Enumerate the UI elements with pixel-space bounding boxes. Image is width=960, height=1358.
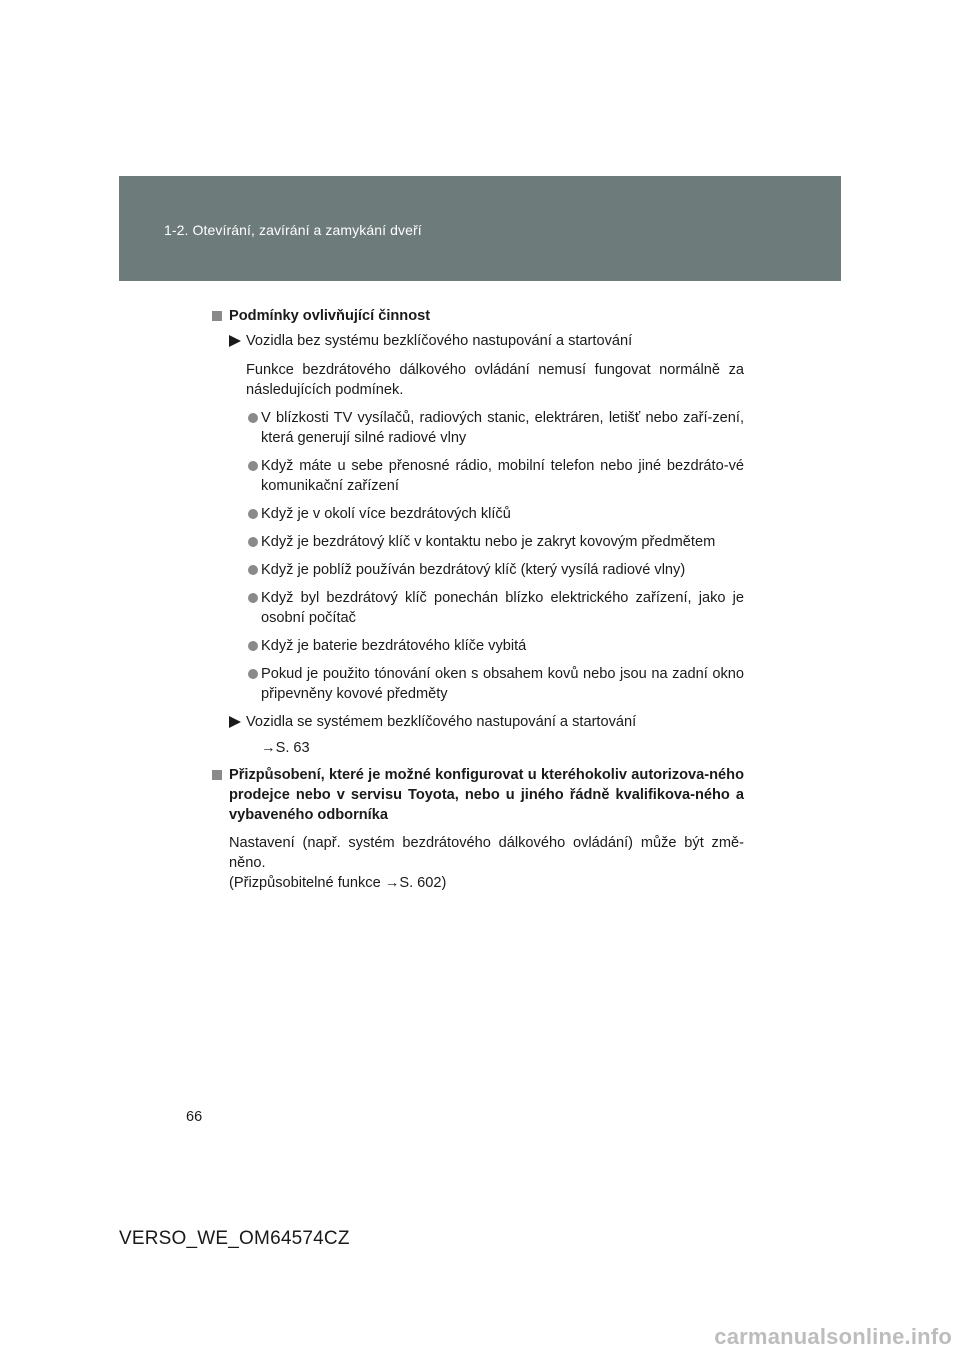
section-heading-text: Přizpůsobení, které je možné konfigurovat u kteréhokoliv autorizova-ného prodejce nebo v servisu Toyota, nebo u jiného řádně kvalifikova-ného a vybaveného odborníka xyxy=(229,767,744,823)
triangle-right-icon xyxy=(229,716,241,728)
subsection-label: Vozidla se systémem bezklíčového nastupování a startování xyxy=(246,714,637,730)
circle-bullet-icon xyxy=(248,669,258,679)
circle-bullet-icon xyxy=(248,537,258,547)
list-item: V blízkosti TV vysílačů, radiových stanic, elektráren, letišť nebo zaří-zení, která generují silné radiové vlny xyxy=(211,408,744,448)
section-heading xyxy=(211,306,744,326)
subsection-heading xyxy=(211,712,744,732)
list-item: Když je baterie bezdrátového klíče vybitá xyxy=(211,636,744,656)
list-item: Když máte u sebe přenosné rádio, mobilní telefon nebo jiné bezdráto-vé komunikační zařízení xyxy=(211,456,744,496)
list-item: Když je bezdrátový klíč v kontaktu nebo je zakryt kovovým předmětem xyxy=(211,532,744,552)
header-band xyxy=(119,176,841,281)
page-content xyxy=(211,306,744,893)
page-number: 66 xyxy=(186,1109,203,1125)
section-title: 1-2. Otevírání, zavírání a zamykání dveří xyxy=(164,222,422,238)
circle-bullet-icon xyxy=(248,593,258,603)
page-reference: (Přizpůsobitelné funkce →S. 602) xyxy=(229,875,447,891)
triangle-right-icon xyxy=(229,335,241,347)
page-reference: →S. 63 xyxy=(261,740,310,756)
list-item: Když byl bezdrátový klíč ponechán blízko elektrického zařízení, jako je osobní počítač xyxy=(211,588,744,628)
list-item: Pokud je použito tónování oken s obsahem kovů nebo jsou na zadní okno připevněny kovové předměty xyxy=(211,664,744,704)
conditions-list xyxy=(211,408,744,704)
customization-text: Nastavení (např. systém bezdrátového dálkového ovládání) může být změ-něno. xyxy=(229,835,744,871)
square-bullet-icon xyxy=(212,311,222,321)
section-heading xyxy=(211,765,744,825)
list-item: Když je poblíž používán bezdrátový klíč (který vysílá radiové vlny) xyxy=(211,560,744,580)
subsection-label: Vozidla bez systému bezklíčového nastupování a startování xyxy=(246,333,633,349)
document-code: VERSO_WE_OM64574CZ xyxy=(119,1228,350,1249)
watermark: carmanualsonline.info xyxy=(714,1324,952,1349)
intro-paragraph: Funkce bezdrátového dálkového ovládání nemusí fungovat normálně za následujících podmínek. xyxy=(246,362,744,398)
section-heading-text: Podmínky ovlivňující činnost xyxy=(229,308,431,324)
circle-bullet-icon xyxy=(248,641,258,651)
square-bullet-icon xyxy=(212,770,222,780)
circle-bullet-icon xyxy=(248,509,258,519)
circle-bullet-icon xyxy=(248,413,258,423)
circle-bullet-icon xyxy=(248,461,258,471)
subsection-heading xyxy=(211,331,744,351)
customization-paragraph xyxy=(211,833,744,893)
circle-bullet-icon xyxy=(248,565,258,575)
list-item: Když je v okolí více bezdrátových klíčů xyxy=(211,504,744,524)
